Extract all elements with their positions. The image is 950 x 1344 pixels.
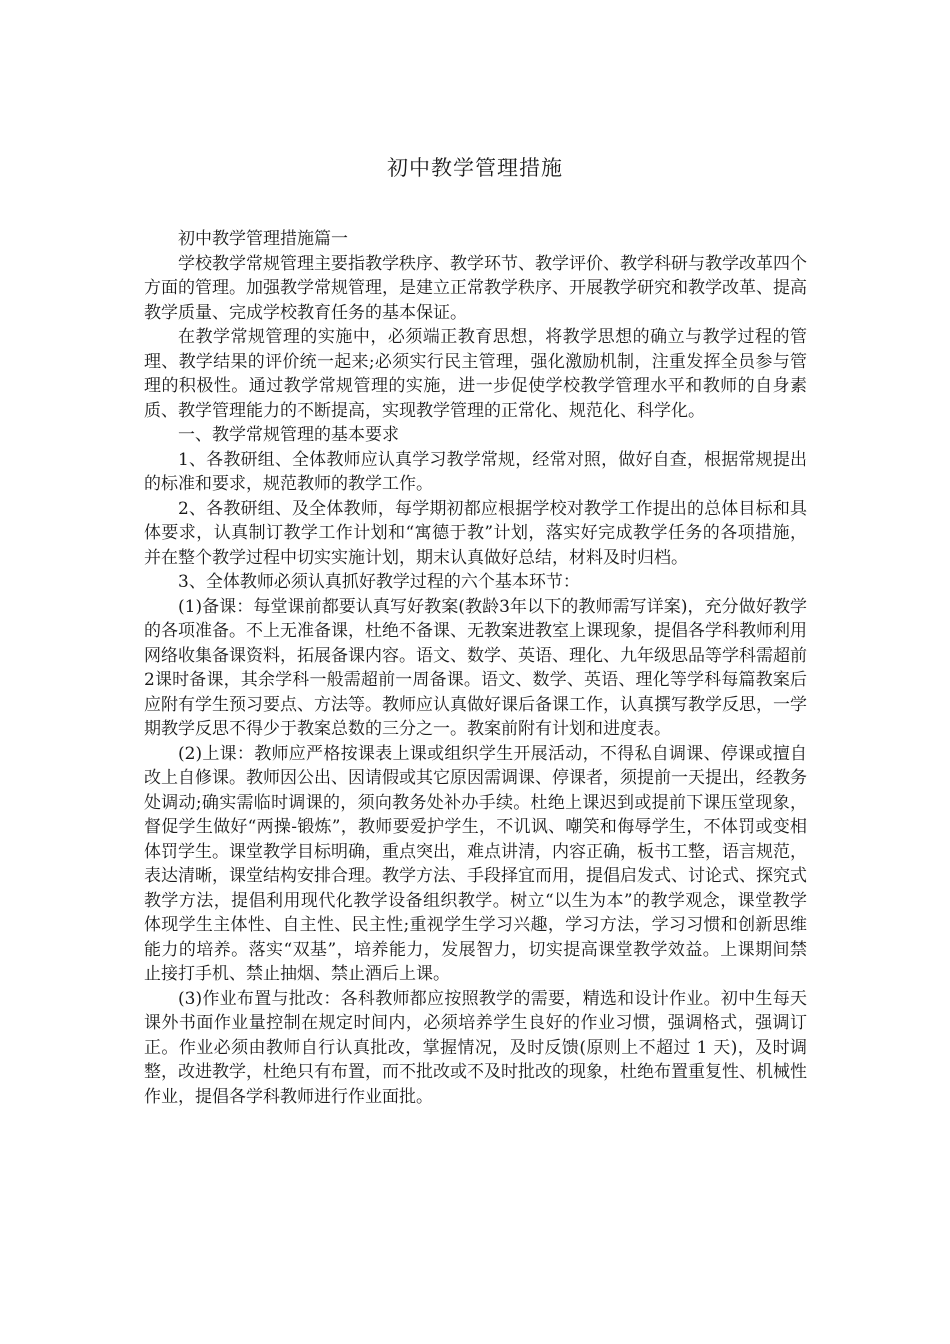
sub-item-teaching-class: (2)上课：教师应严格按课表上课或组织学生开展活动，不得私自调课、停课或擅自改上自修课。教师因公出、因请假或其它原因需调课、停课者，须提前一天提出，经教务处调动;确实需临时调课的，须向教务处补办手续。杜绝上课迟到或提前下课压堂现象，督促学生做好“两操-锻炼”，教师要爱护学生，不讥讽、嘲笑和侮辱学生，不体罚或变相体罚学生。课堂教学目标明确，重点突出，难点讲清，内容正确，板书工整，语言规范，表达清晰，课堂结构安排合理。教学方法、手段择宜而用，提倡启发式、讨论式、探究式教学方法，提倡利用现代化教学设备组织教学。树立“以生为本”的教学观念，课堂教学体现学生主体性、自主性、民主性;重视学生学习兴趣，学习方法，学习习惯和创新思维能力的培养。落实“双基”，培养能力，发展智力，切实提高课堂教学效益。上课期间禁止接打手机、禁止抽烟、禁止酒后上课。 (144, 743, 807, 984)
paragraph-intro: 学校教学常规管理主要指教学秩序、教学环节、教学评价、教学科研与教学改革四个方面的管理。加强教学常规管理，是建立正常教学秩序、开展教学研究和教学改革、提高教学质量、完成学校教育任务的基本保证。 (144, 253, 807, 323)
sub-item-homework: (3)作业布置与批改：各科教师都应按照教学的需要，精选和设计作业。初中生每天课外书面作业量控制在规定时间内，必须培养学生良好的作业习惯，强调格式，强调订正。作业必须由教师自行认真批改，掌握情况，及时反馈(原则上不超过 1 天)，及时调整，改进教学，杜绝只有布置，而不批改或不及时批改的现象，杜绝布置重复性、机械性作业，提倡各学科教师进行作业面批。 (144, 988, 807, 1107)
sub-item-lesson-preparation: (1)备课：每堂课前都要认真写好教案(教龄3年以下的教师需写详案)，充分做好教学的各项准备。不上无准备课，杜绝不备课、无教案进教室上课现象，提倡各学科教师利用网络收集备课资料，拓展备课内容。语文、数学、英语、理化、九年级思品等学科需超前2课时备课，其余学科一般需超前一周备课。语文、数学、英语、理化等学科每篇教案后应附有学生预习要点、方法等。教师应认真做好课后备课工作，认真撰写教学反思，一学期教学反思不得少于教案总数的三分之一。教案前附有计划和进度表。 (144, 596, 807, 739)
section-heading-part-one: 初中教学管理措施篇一 (178, 229, 348, 249)
document-body (144, 227, 807, 1109)
section-heading-basic-requirements: 一、教学常规管理的基本要求 (178, 425, 399, 445)
requirement-item-3: 3、全体教师必须认真抓好教学过程的六个基本环节： (178, 572, 580, 592)
paragraph-implementation: 在教学常规管理的实施中，必须端正教育思想，将教学思想的确立与教学过程的管理、教学结果的评价统一起来;必须实行民主管理，强化激励机制，注重发挥全员参与管理的积极性。通过教学常规管理的实施，进一步促使学校教学管理水平和教师的自身素质、教学管理能力的不断提高，实现教学管理的正常化、规范化、科学化。 (144, 327, 807, 421)
document-title: 初中教学管理措施 (387, 156, 563, 180)
requirement-item-1: 1、各教研组、全体教师应认真学习教学常规，经常对照，做好自查，根据常规提出的标准和要求，规范教师的教学工作。 (144, 449, 807, 494)
requirement-item-2: 2、各教研组、及全体教师，每学期初都应根据学校对教学工作提出的总体目标和具体要求，认真制订教学工作计划和“寓德于教”计划，落实好完成教学任务的各项措施，并在整个教学过程中切实实施计划，期末认真做好总结，材料及时归档。 (144, 498, 807, 568)
